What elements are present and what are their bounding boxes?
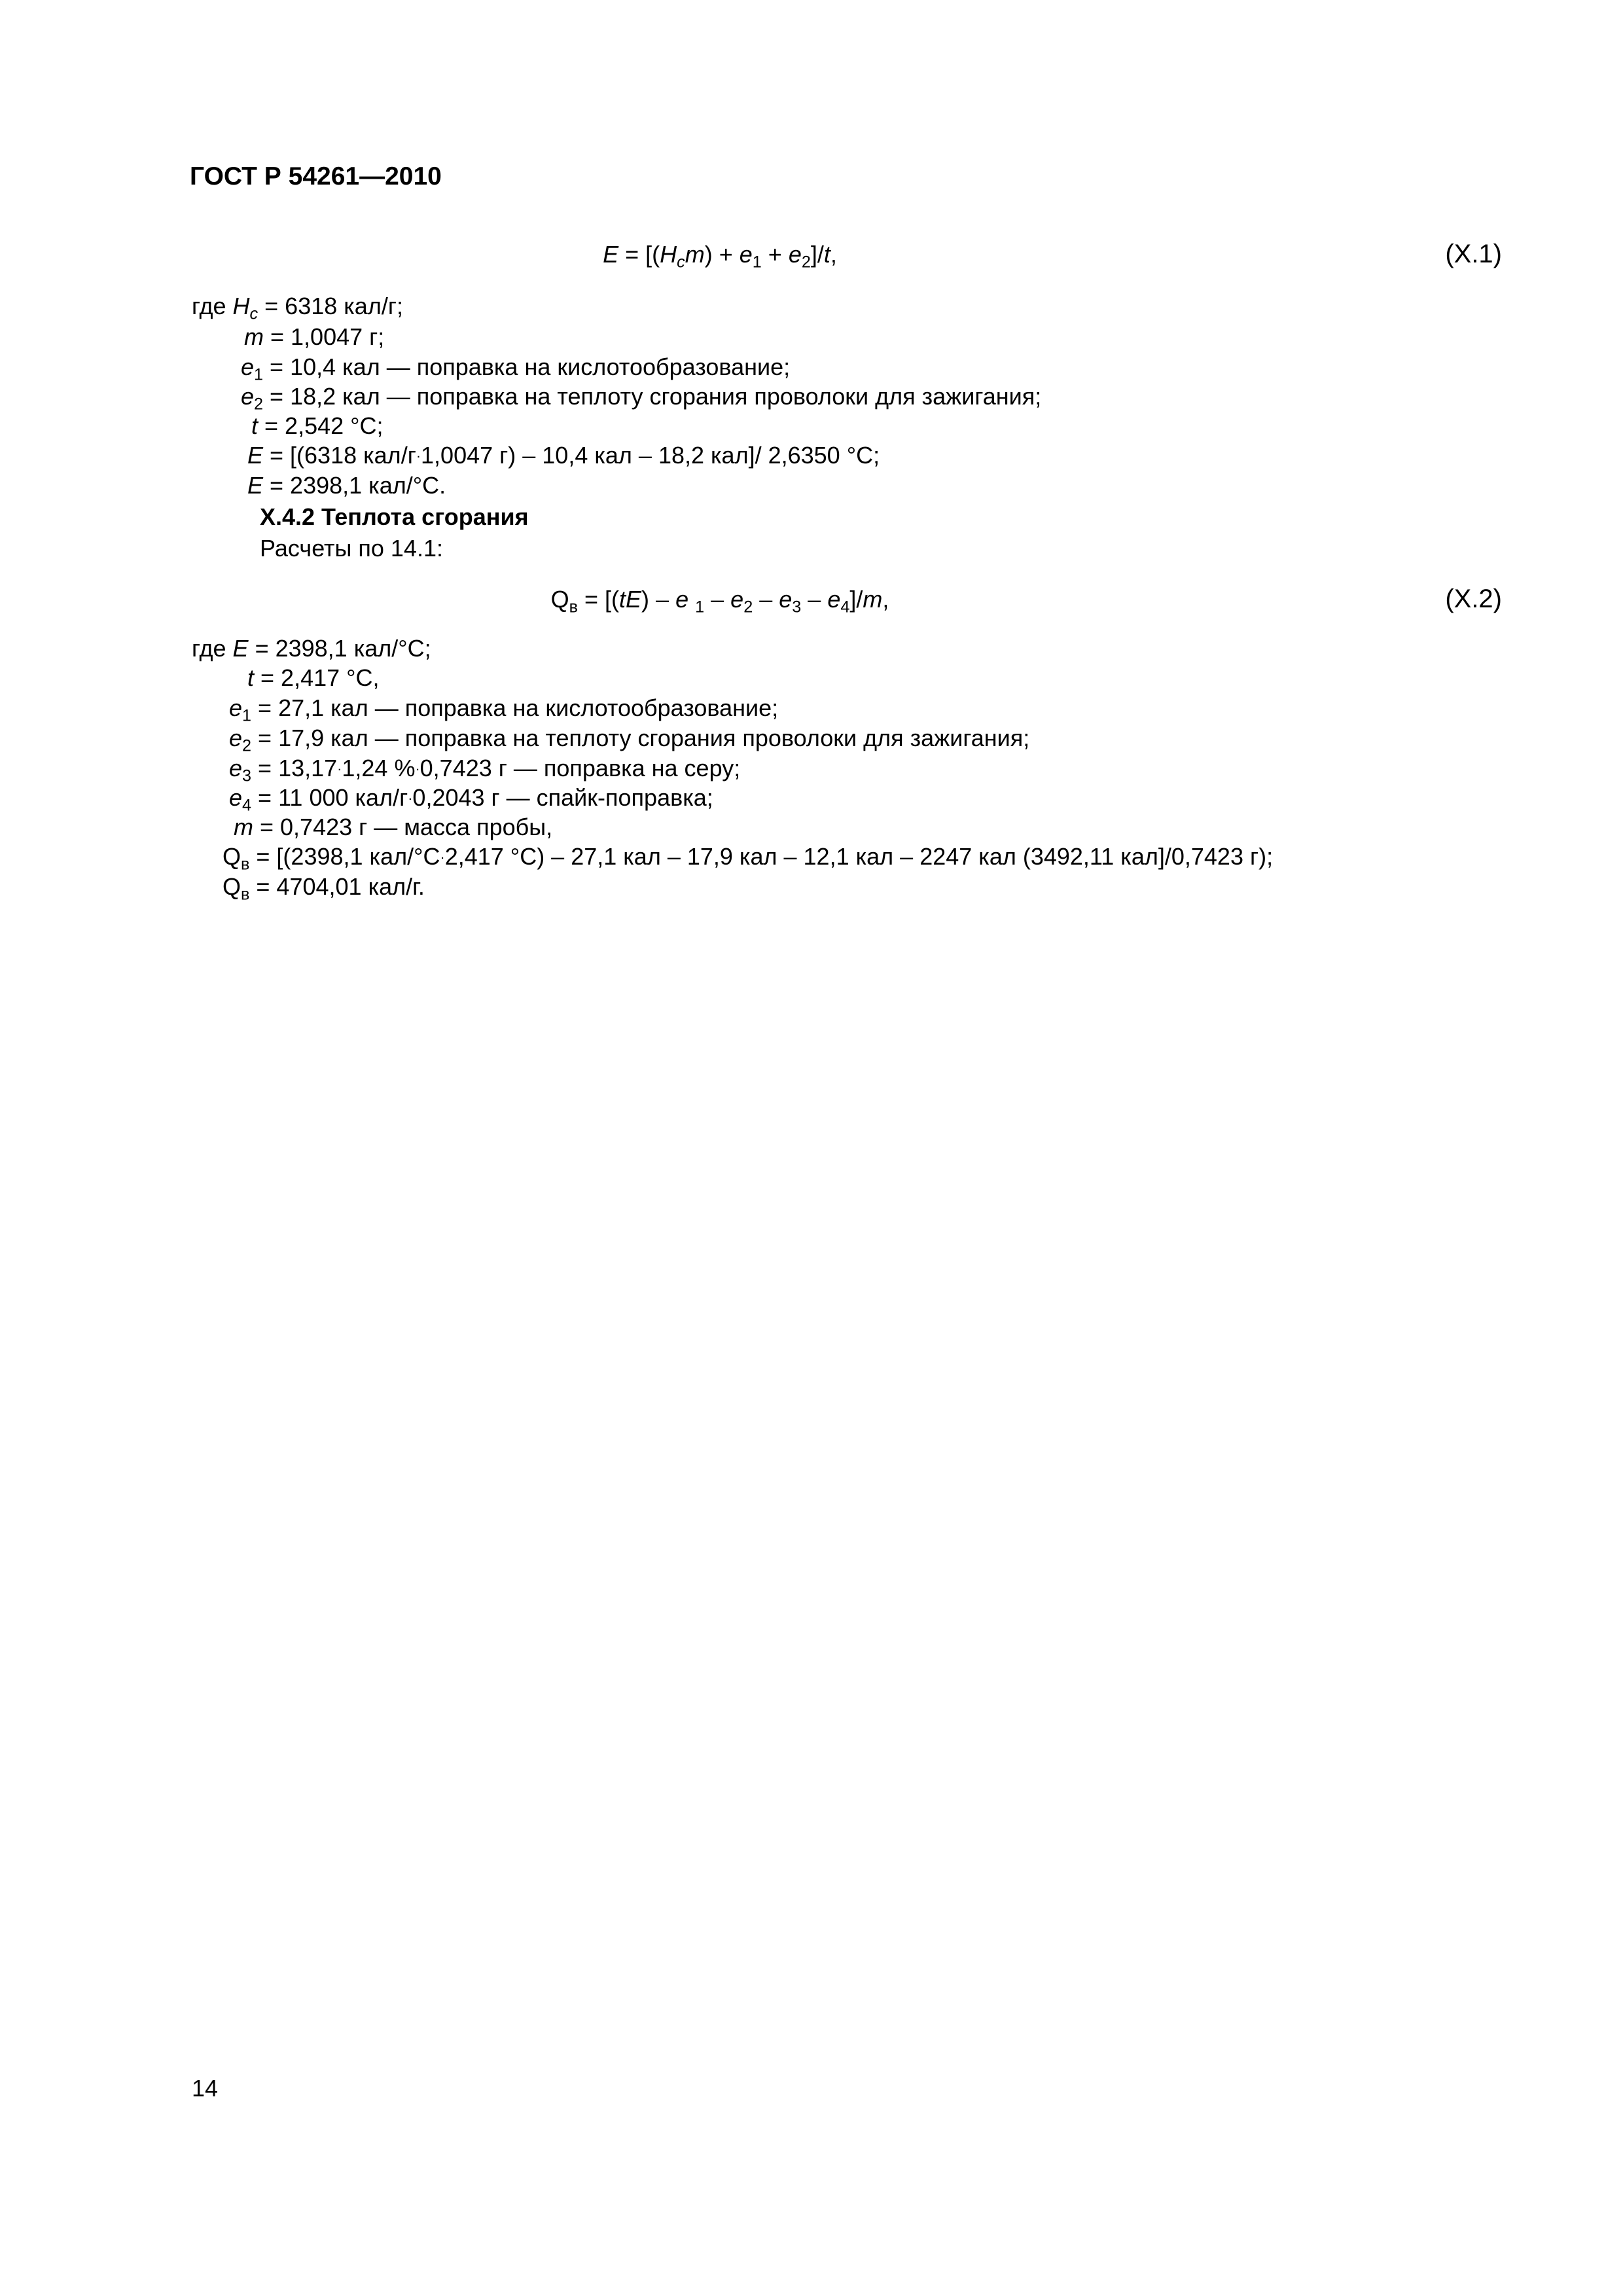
where-line-e-result: E = 2398,1 кал/°С.: [247, 472, 446, 499]
formula-x2: $Q_в = [(tE) - e$ $_1 - e_2 - e_3 - e_4]/m$,: [550, 586, 889, 617]
where2-line-q-result: $Q_в = 4704,01$ кал/г.: [223, 873, 425, 904]
where-line-hc: где $H_c = 6318$ кал/г;: [192, 293, 403, 323]
equation-number-x1: (X.1): [1445, 240, 1502, 268]
where2-line-q-calc: $Q_в = [(2398,1$ кал/°С·2,417 °С) – 27,1 кал – 17,9 кал – 12,1 кал – 2247 кал (3492,11 кал]/0,7423 г);: [223, 843, 1274, 874]
where-line-t: t = 2,542 °С;: [251, 412, 383, 439]
where2-line-e2: $e_2 = 17,9$ кал — поправка на теплоту сгорания проволоки для зажигания;: [229, 725, 1030, 755]
section-intro: Расчеты по 14.1:: [260, 535, 443, 562]
where-line-e2: $e_2 = 18,2$ кал — поправка на теплоту сгорания проволоки для зажигания;: [241, 383, 1042, 414]
where-line-e-calc: E = [(6318 кал/г·1,0047 г) – 10,4 кал – 18,2 кал]/ 2,6350 °С;: [247, 442, 880, 469]
where2-line-e3: $e_3 = 13,17\cdot 1,24$ %·0,7423 г — поправка на серу;: [229, 755, 741, 785]
formula-x1: $E = [(H_cm) + e_1 + e_2]/t$,: [603, 241, 837, 272]
page-number: 14: [192, 2075, 219, 2102]
where2-line-t: t = 2,417 °С,: [247, 664, 380, 691]
section-title: Х.4.2 Теплота сгорания: [260, 503, 529, 530]
where-line-m: m = 1,0047 г;: [244, 323, 385, 350]
equation-number-x2: (X.2): [1445, 584, 1502, 613]
where2-line-e1: $e_1 = 27,1$ кал — поправка на кислотообразование;: [229, 694, 779, 725]
where-line-e1: $e_1 = 10,4$ кал — поправка на кислотообразование;: [241, 353, 791, 384]
where2-line-e4: $e_4 = 11$ 000 кал/г·0,2043 г — спайк-поправка;: [229, 784, 713, 815]
where2-line-m: m = 0,7423 г — масса пробы,: [234, 814, 553, 840]
document-header: ГОСТ Р 54261—2010: [190, 162, 442, 190]
where2-line-e: где E = 2398,1 кал/°С;: [192, 635, 431, 662]
